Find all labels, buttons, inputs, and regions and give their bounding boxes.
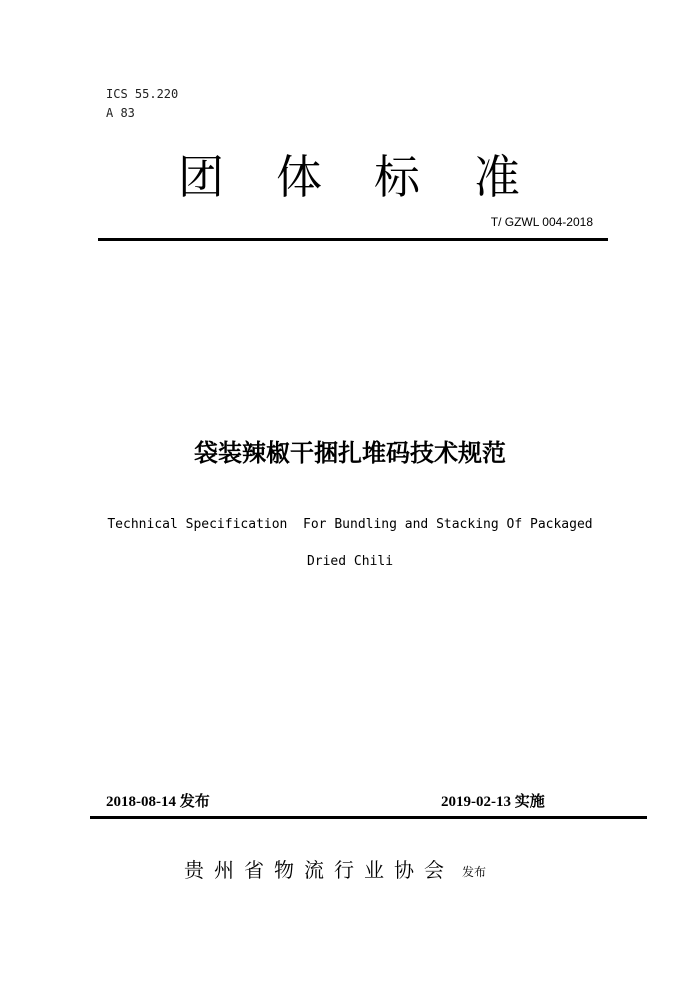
publisher-char: 会 [424,858,444,882]
ccs-code: A 83 [106,106,135,120]
footer-divider [90,816,647,819]
publisher-char: 协 [394,858,414,882]
document-type-title [178,148,538,208]
document-type-char: 标 [374,150,420,204]
document-type-char: 体 [276,150,322,204]
publisher-char: 物 [274,858,294,882]
publisher-char: 业 [364,858,384,882]
english-title-line-1: Technical Specification For Bundling and Stacking Of Packaged [107,517,593,532]
header-divider [98,238,608,241]
publisher-char: 行 [334,858,354,882]
document-type-char: 准 [474,150,520,204]
publish-date: 2018-08-14 发布 [106,794,210,810]
ics-code: ICS 55.220 [106,87,179,101]
publisher-char: 州 [214,858,234,882]
implement-date: 2019-02-13 实施 [441,794,545,810]
publisher-char: 省 [244,858,264,882]
standard-number: T/ GZWL 004-2018 [490,215,593,229]
chinese-title: 袋装辣椒干捆扎堆码技术规范 [194,439,506,467]
publisher-char: 贵 [184,858,204,882]
document-type-char: 团 [178,150,224,204]
english-title-line-2: Dried Chili [306,554,394,569]
publisher-char: 流 [304,858,324,882]
publisher-suffix: 发布 [462,865,487,879]
